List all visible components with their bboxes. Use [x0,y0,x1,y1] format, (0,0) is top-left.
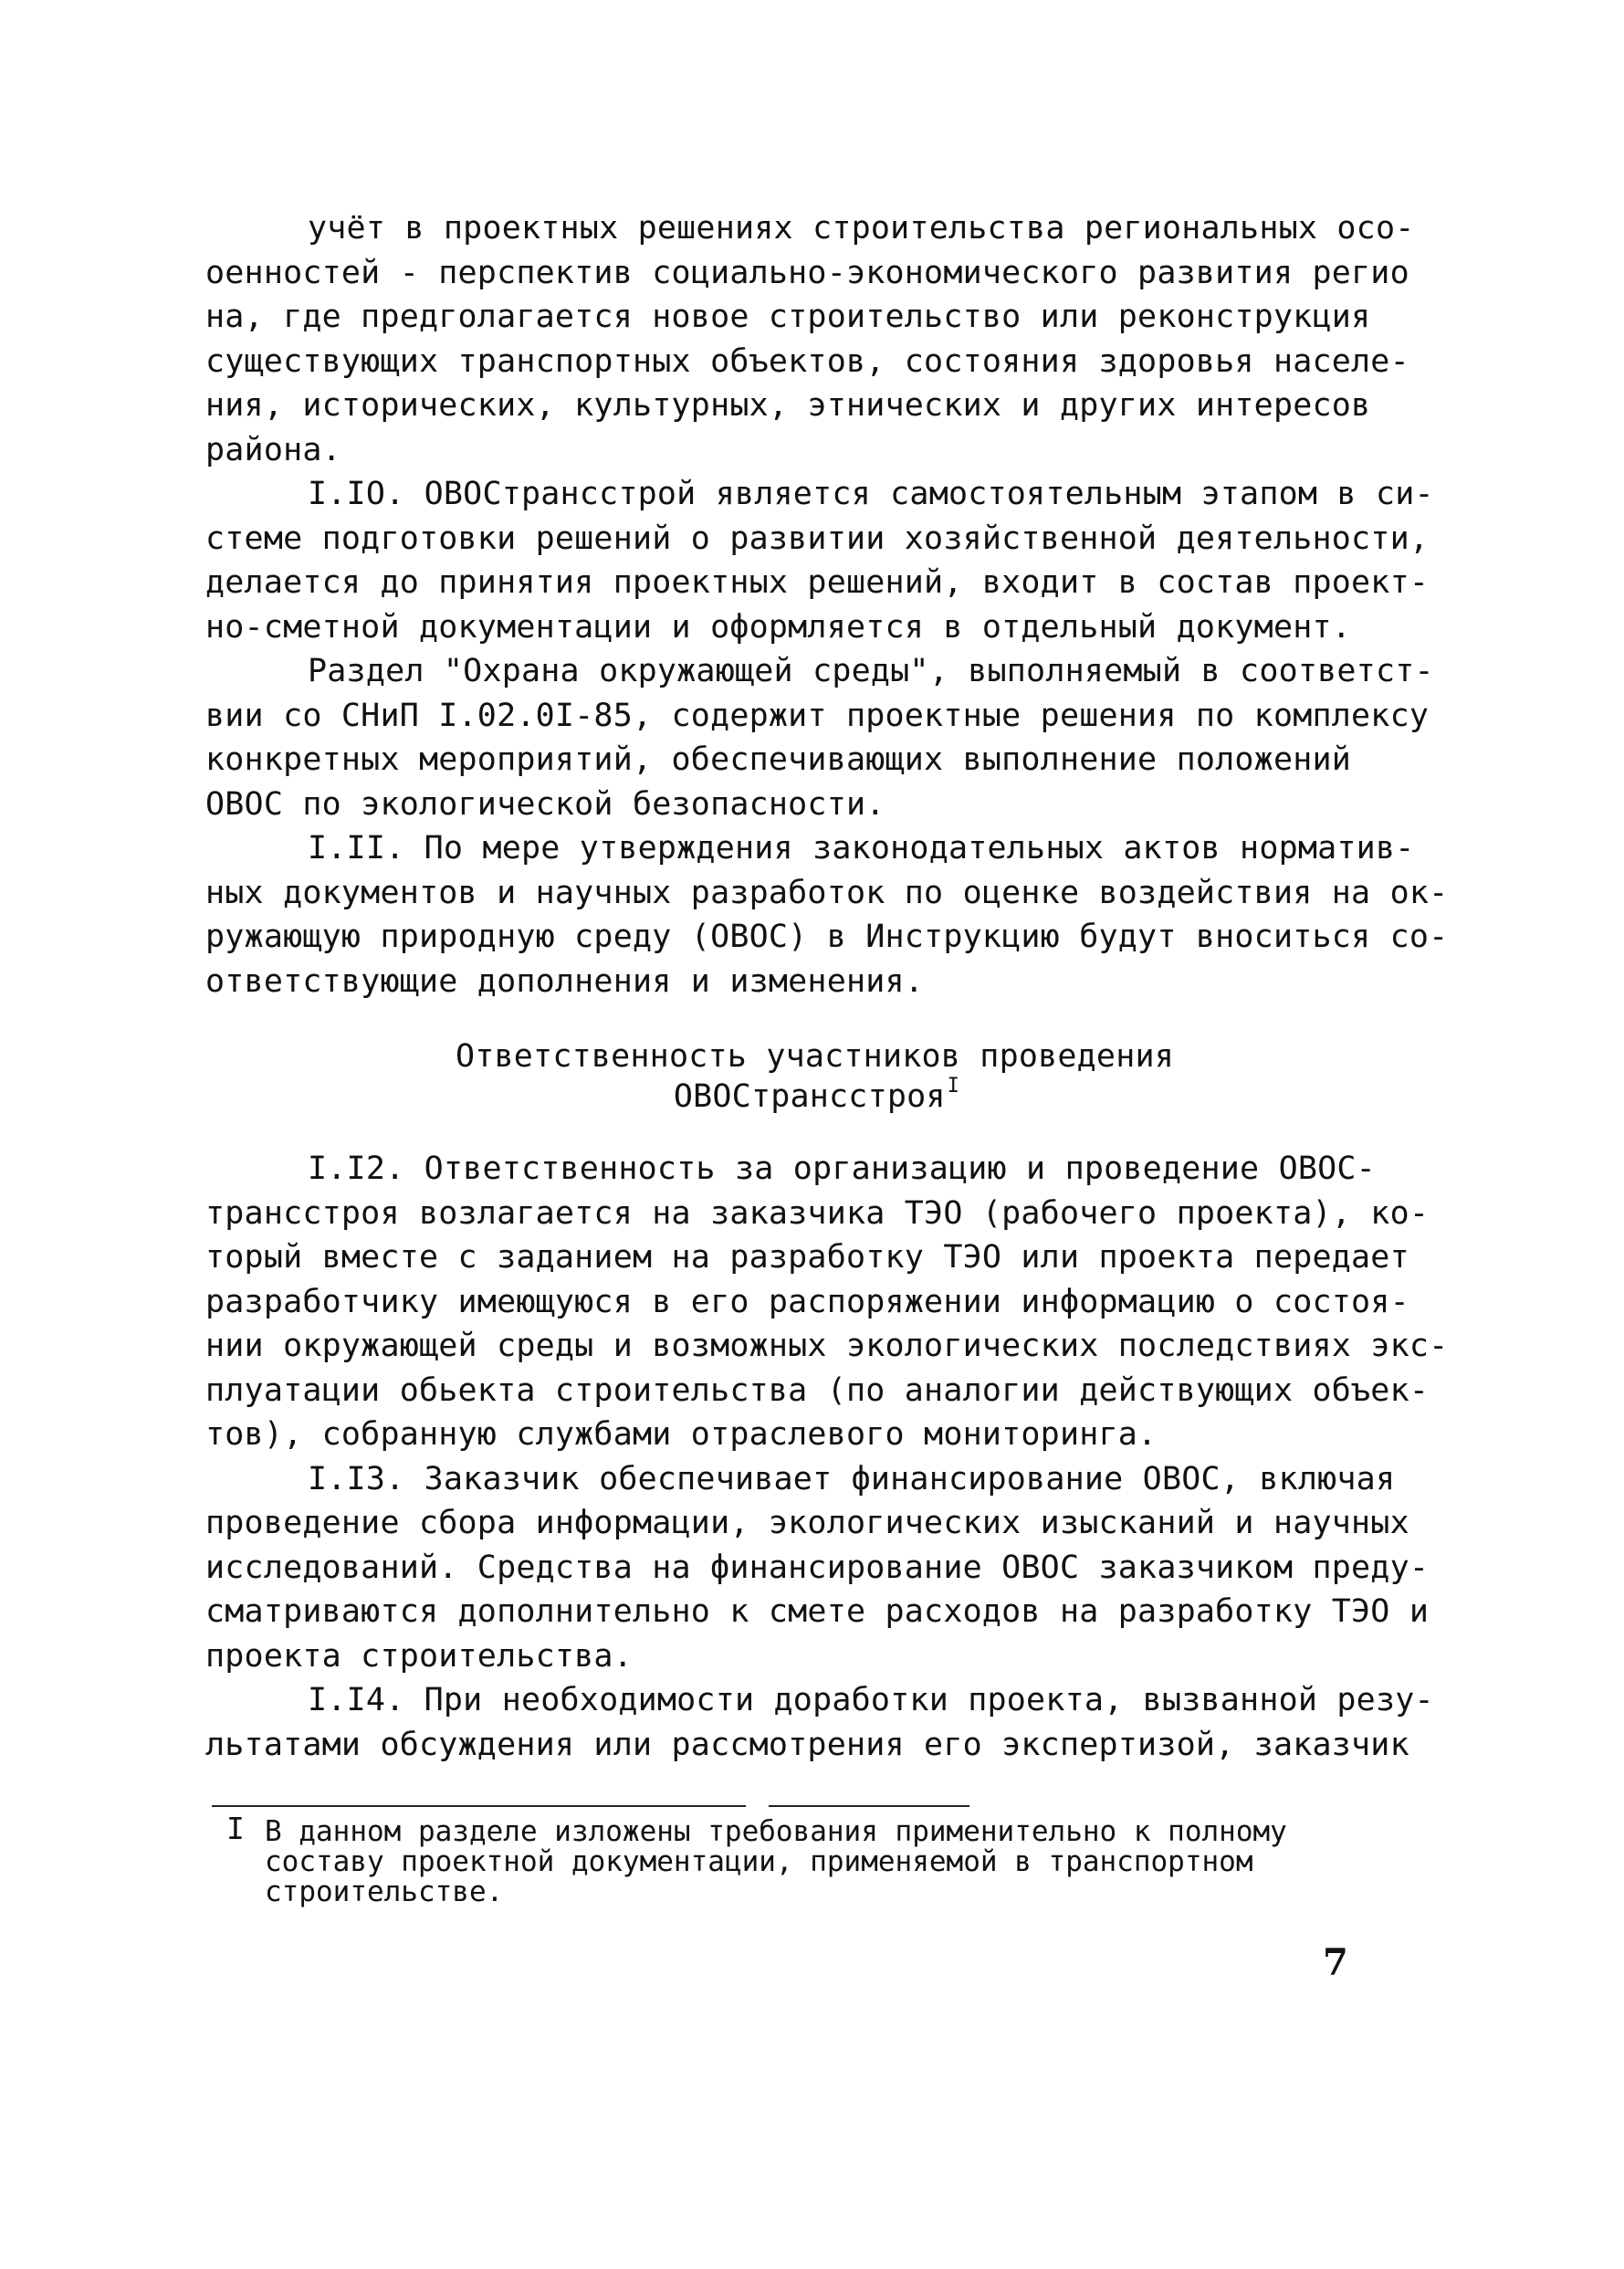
text-line: тов), собранную службами отраслевого мониторинга. [205,1416,1158,1453]
page-number: 7 [1323,1941,1348,1984]
text-line: района. [205,431,341,468]
text-line: Раздел "Охрана окружающей среды", выполняемый в соответст- [308,653,1434,689]
text-line: делается до принятия проектных решений, входит в состав проект- [205,564,1430,601]
text-line: разработчику имеющуюся в его распоряжении информацию о состоя- [205,1283,1409,1320]
body-text-top [205,206,1449,1003]
text-line: но-сметной документации и оформляется в отдельный документ. [205,608,1352,646]
text-line: I.I4. При необходимости доработки проекта, вызванной резу- [308,1682,1434,1718]
footnote-line: составу проектной документации, применяемой в транспортном [265,1845,1253,1878]
footnote-divider [212,1805,969,1807]
text-line: оенностей - перспектив социально-экономического развития регио [205,254,1409,291]
text-line: I.I2. Ответственность за организацию и проведение ОВОС- [308,1150,1376,1187]
section-heading-line: Ответственность участников проведения [455,1038,1175,1075]
text-line: конкретных мероприятий, обеспечивающих выполнение положений [205,741,1352,778]
section-heading-line [9,1077,1624,1121]
text-line: ответствующие дополнения и изменения. [205,962,925,1000]
footnote-line: строительстве. [265,1875,504,1908]
text-line: стеме подготовки решений о развитии хозяйственной деятельности, [205,520,1430,557]
text-line: I.IO. ОВОСтрансстрой является самостоятельным этапом в си- [308,476,1434,512]
text-line: торый вместе с заданием на разработку ТЭО или проекта передает [205,1239,1409,1276]
text-line: существующих транспортных объектов, состояния здоровья населе- [205,342,1409,380]
section-heading-text: ОВОСтрансстроя [673,1078,946,1115]
text-line: плуатации обьекта строительства (по аналогии действующих объек- [205,1371,1430,1409]
text-line: сматриваются дополнительно к смете расходов на разработку ТЭО и [205,1593,1430,1630]
text-line: на, где предголагается новое строительство или реконструкция [205,299,1371,335]
text-line: I.I3. Заказчик обеспечивает финансирование ОВОС, включая [308,1460,1396,1497]
text-line: I.II. По мере утверждения законодательных актов норматив- [308,830,1415,867]
text-line: нии окружающей среды и возможных экологических последствиях экс- [205,1328,1449,1364]
text-line: учёт в проектных решениях строительства региональных осо- [308,210,1415,247]
text-line: исследований. Средства на финансирование ОВОС заказчиком преду- [205,1549,1430,1586]
text-line: ОВОС по экологической безопасности. [205,785,885,823]
text-line: ружающую природную среду (ОВОС) в Инструкцию будут вноситься со- [205,919,1449,955]
text-line: ных документов и научных разработок по оценке воздействия на ок- [205,874,1449,911]
footnote-mark: I [226,1811,245,1846]
text-line: вии со СНиП I.02.0I-85, содержит проектные решения по комплексу [205,697,1430,734]
section-heading [0,1036,1624,1121]
footnote-reference[interactable]: I [947,1075,960,1098]
footnote-text [265,1817,1287,1907]
text-line: льтатами обсуждения или рассмотрения его экспертизой, заказчик [205,1726,1409,1763]
text-line: ния, исторических, культурных, этнических и других интересов [205,387,1371,424]
body-text-bottom [205,1147,1449,1767]
text-line: проведение сбора информации, экологических изысканий и научных [205,1505,1409,1541]
footnote-line: В данном разделе изложены требования применительно к полному [265,1815,1287,1848]
text-line: трансстроя возлагается на заказчика ТЭО (рабочего проекта), ко- [205,1194,1430,1232]
text-line: проекта строительства. [205,1637,633,1675]
footnote-divider-gap [746,1804,769,1809]
